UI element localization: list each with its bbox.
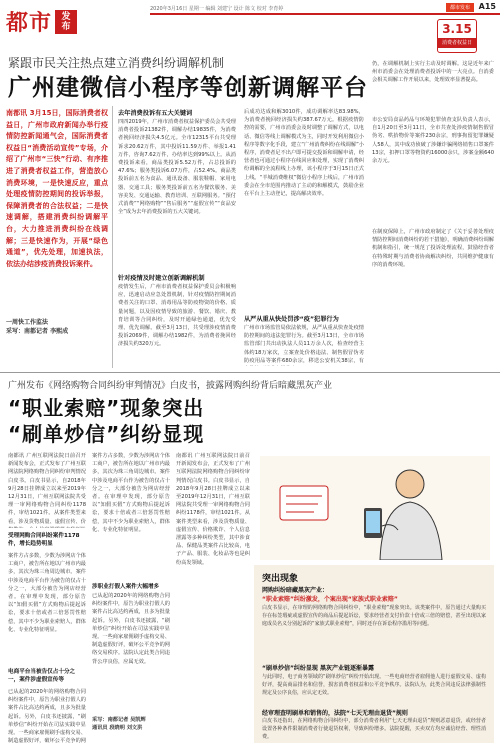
section-logo: [6, 6, 77, 37]
highlight-paragraph-1: 白皮书显示，在审理的网络购物合同纠纷中，“职业索赔”现象突出。该类案件中，原告通过大量购买存在标签瑕疵或虚假宣传的商品后提起诉讼，要求经营者支付价款十倍或三倍的赔偿，甚至出现以家庭成员名义分别起诉的“家族式职业索赔”，同时还存在诉讼程序滥用等问题。: [262, 605, 486, 627]
page-number: A15: [478, 2, 496, 11]
article1-col4b: 市公安局食品药品与环境犯罪侦查支队负责人表示，自1月20日至3月11日，全市共查处涉疫情制售假冒伪劣、哄抬物价等案件230余宗，刑事拘留犯罪嫌疑人58人，其中成功侦破了涉嫌诈骗网络销售口罩案件13宗，扣押口罩等物资约16000余只，涉案金额640余万元。: [372, 117, 494, 165]
article1-kicker: 紧跟市民关注热点建立消费纠纷调解机制: [8, 56, 225, 70]
article2-headline-b: “刷单炒信”纠纷显现: [8, 422, 205, 446]
article1-subhead-3: 从严从重从快处罚涉“疫”犯罪行为: [244, 316, 339, 323]
article1-col4c: 在制度保障上，广州市政府制定了《关于妥善处理疫情防控期间消费纠纷的若干措施》，明确消费纠纷调解机制和指引，统一规范了投诉处理流程，鼓励经营者在特殊时期与消费者协商解决纠纷，共同维护健康有序的消费环境。: [372, 229, 494, 268]
article2-col3: 南都讯 广州互联网法院日前召开新闻发布会，正式发布了广州互联网法院网络购物合同纠纷审判情况白皮书。白皮书显示，自2018年9月28日挂牌成立以来至2019年12月31日，广州互联网法院共受理一审网络购物合同纠纷1178件，审结1021件。从案件类型来看，涉及货物质量、虚假宣传、价格欺诈、个人信息泄露等多种纠纷类型，其中涉食品、保健品类案件占比较高，电子产品、服装、化妆品等也是纠纷高发领域。: [176, 453, 250, 566]
article1-subhead-1: 去年消费投诉有五大关键词: [118, 110, 193, 117]
article1-col3b: 广州市市场监管局依法依规，从严从重从快查处疫情防控期间的违法犯罪行为。截至3月13日，全市市场监管部门共出动执法人员11万余人次，检查经营主体约18万家次，立案查处价格违法、制售假冒伪劣防疫用品等案件680余宗，移送公安机关38宗，有: [244, 325, 364, 364]
article1-col4a: 仍，在调解机制上实行主动及时调解。这是近年来广州市消委会在处理消费者投诉中的一大亮点。自消委会相关调解工作开展以来，处理效率显著提高。: [372, 61, 494, 84]
masthead-rule: [150, 13, 500, 15]
highlight-paragraph-2: 与此同时，电子商务领域的“刷单炒信”纠纷开始出现。一些电商经营者雇佣他人进行虚假交易、虚构好评，提高商品排名和信誉，损害消费者权益和公平竞争秩序。法院认为，此类合同违反法律强制性规定及公序良俗，应认定无效。: [262, 674, 486, 696]
highlight-subtitle-3: 经审理查明刷单和销售的，法院“七天无理由退货”规则: [262, 710, 408, 717]
article2-subhead-1: 受理网购合同纠纷案件1178件，增长趋势明显: [8, 533, 80, 547]
section-logo-text: 都市: [6, 11, 53, 36]
edition-label: 都市发布: [446, 3, 474, 12]
badge-subtitle: 消费者权益日: [438, 38, 476, 48]
article2-col2: 案件方占多数，少数为涉网店个体工商户，被告所在地以广州市内最多，其次为珠三角周边城市。案件中涉及电商平台作为被告的仅占十分之一，大部分被告为网店经营者。在审理中发现，部分原告以“知假买假”方式购物后提起诉讼，要求十倍或者三倍惩罚性赔偿，其中不少为职业索赔人，群体化、专业化特征明显。: [92, 453, 170, 533]
article1-col3a: 后成功达成和解3010件，成功调解率达83.98%，为消费者挽回经济损失约387.67万元。根据疫情防控的需要，广州市消委会及时调整了调解方式，以电话、微信等线上调解模式为主，同时开发利用微信小程序等数字化手段，建立“广州消费纠纷在线调解”小程序，消费者足不出户即可提交投诉和调解申请，经营者也可通过小程序在线回应和处理，实现了消费纠纷调解的全流程线上办理，该小程序于3月15日正式上线。“羊城消费维权”微信小程序上线后，广州市消委会在全市范围内推动了主动的和解模式，鼓励企业在平台上主动登记，提高解决效率。: [244, 109, 364, 198]
person-phone-illustration: [260, 456, 490, 560]
article2-col1-more: 案件方占多数，少数为涉网店个体工商户，被告所在地以广州市内最多，其次为珠三角周边城市。案件中涉及电商平台作为被告的仅占十分之一，大部分被告为网店经营者。在审理中发现，部分原告以“知假买假”方式购物后提起诉讼，要求十倍或者三倍惩罚性赔偿，其中不少为职业索赔人，群体化、专业化特征明显。: [8, 553, 86, 633]
highlight-subtitle-1b: “职业索赔”纠纷激发，个案出现“家族式职业索赔”: [262, 596, 398, 603]
issue-info: 2020年3月16日 星期一 编辑 刘建宁 设计 陈文 校对 李育婷: [150, 6, 284, 12]
highlight-box-title: 突出现象: [262, 574, 299, 584]
highlight-box: [254, 565, 494, 743]
article1-col2b: 疫情发生后，广州市消费者权益保护委员会积极响应，迅速启动应急处置机制，针对疫情防控期间消费者关注的口罩、消毒用品等防疫物资的价格、质量问题，以及因疫情导致的旅游、餐饮、婚庆、教育培训等合同纠纷，及时开通绿色通道，优先受理、优先调解。截至3月13日，共受理涉疫情消费投诉2069件，调解办结1982件，为消费者挽回经济损失约320万元。: [118, 284, 236, 348]
consumer-day-badge: [437, 19, 477, 53]
article1-col2a: 四四2019年，广州市消费者权益保护委员会共受理消费者投诉21382件，调解办结19835件，为消费者挽回经济损失4.5亿元。全市12315平台共受理诉求20.62万件，其中投诉11.59万件、举报1.41万件，咨询7.62万件，办结率达到99%以上。从消费投诉来看，商品类投诉5.52万件，占总投诉的47.6%；服务类投诉6.07万件，占52.4%。商品类投诉前五名为食品、通讯设备、服装鞋帽、家用电器、交通工具；服务类投诉前五名为餐饮服务、美容美发、交通运输、教育培训、互联网服务。“预付式消费”“网络购物”“售后服务”“虚假宣传”“食品安全”成为去年消费投诉的五大关键词。: [118, 119, 236, 216]
section-logo-tag: 发布: [55, 10, 77, 34]
highlight-subtitle-1: 网购纠纷暗藏黑灰产业：: [262, 587, 329, 594]
article1-subhead-2: 针对疫情及时建立创新调解机制: [118, 275, 205, 282]
highlight-paragraph-3: 白皮书还指出，在网络购物合同纠纷中，部分消费者利用“七天无理由退货”规则恶意退货，或经营者设置各种条件限制消费者行使退货权利，导致纠纷增多。法院提醒，买卖双方均应诚信经营、理性消费。: [262, 718, 486, 740]
masthead: [0, 0, 500, 42]
article2-author: 采写：南都记者 吴凯辉 通讯员 段晓明 刘文洪: [92, 717, 146, 732]
article2-col1-end: 已从起的2020年的网络购物合同纠纷案件中，原告为职业打假人的案件占比高达约两成，且多为批量起诉。另外，白皮书还披露，“刷单炒信”纠纷开始在司法实践中显现。一些商家雇佣刷手虚构交易、制造虚假好评，破坏公平竞争的网: [8, 689, 86, 744]
article1-author: 一周快工作监法 采写：南都记者 李熙成: [6, 319, 69, 335]
article-divider: [0, 372, 500, 373]
article2-headline-a: “职业索赔”现象突出: [8, 396, 205, 420]
badge-date: 3.15: [442, 22, 472, 36]
article2-col1: 南都讯 广州互联网法院日前召开新闻发布会，正式发布了广州互联网法院网络购物合同纠纷审判情况白皮书。白皮书显示，自2018年9月28日挂牌成立以来至2019年12月31日，广州互联网法院共受理一审网络购物合同纠纷1178件，审结1021件。从案件类型来看，涉及货物质量、虚假宣传、价: [8, 453, 86, 525]
article2-kicker: 广州发布《网络购物合同纠纷审判情况》白皮书，披露网购纠纷背后暗藏黑灰产业: [8, 381, 333, 391]
article1-lead: 南都讯 3月15日，国际消费者权益日，广州市政府新闻办举行疫情防控新闻通气会，国际消费者权益日“消费活动宣传”专场，介绍了广州市“三快”行动、有序推进了消费者权益工作，营造放心消费环境，一是快速反应，重点处理疫情防控期间的投诉举报，保障消费者的合法权益；二是快速调解，搭建消费纠纷调解平台，大力推进消费纠纷在线调解；三是快速作为，开展“绿色通道”，优先处理，加速执法，依法办结涉疫消费投诉案件。: [6, 109, 108, 268]
highlight-subtitle-2: “刷单炒信”纠纷显现 黑灰产业链逐渐暴露: [262, 665, 374, 672]
column-divider: [112, 106, 113, 368]
article2-subhead-2: 电商平台当被告仅占十分之一，案件涉虚假宣传等: [8, 669, 76, 683]
article2-col2b: 已从起的2020年的网络购物合同纠纷案件中，原告为职业打假人的案件占比高达约两成，且多为批量起诉。另外，白皮书还披露，“刷单炒信”纠纷开始在司法实践中显现。一些商家雇佣刷手虚构交易、制造虚假好评，破坏公平竞争的网络交易秩序。法院认定此类合同违背公序良俗，应属无效。: [92, 593, 170, 665]
article2-subhead-3: 涉职业打假人案件大幅增多: [92, 584, 160, 590]
article1-headline: 广州建微信小程序等创新调解平台: [8, 75, 368, 101]
